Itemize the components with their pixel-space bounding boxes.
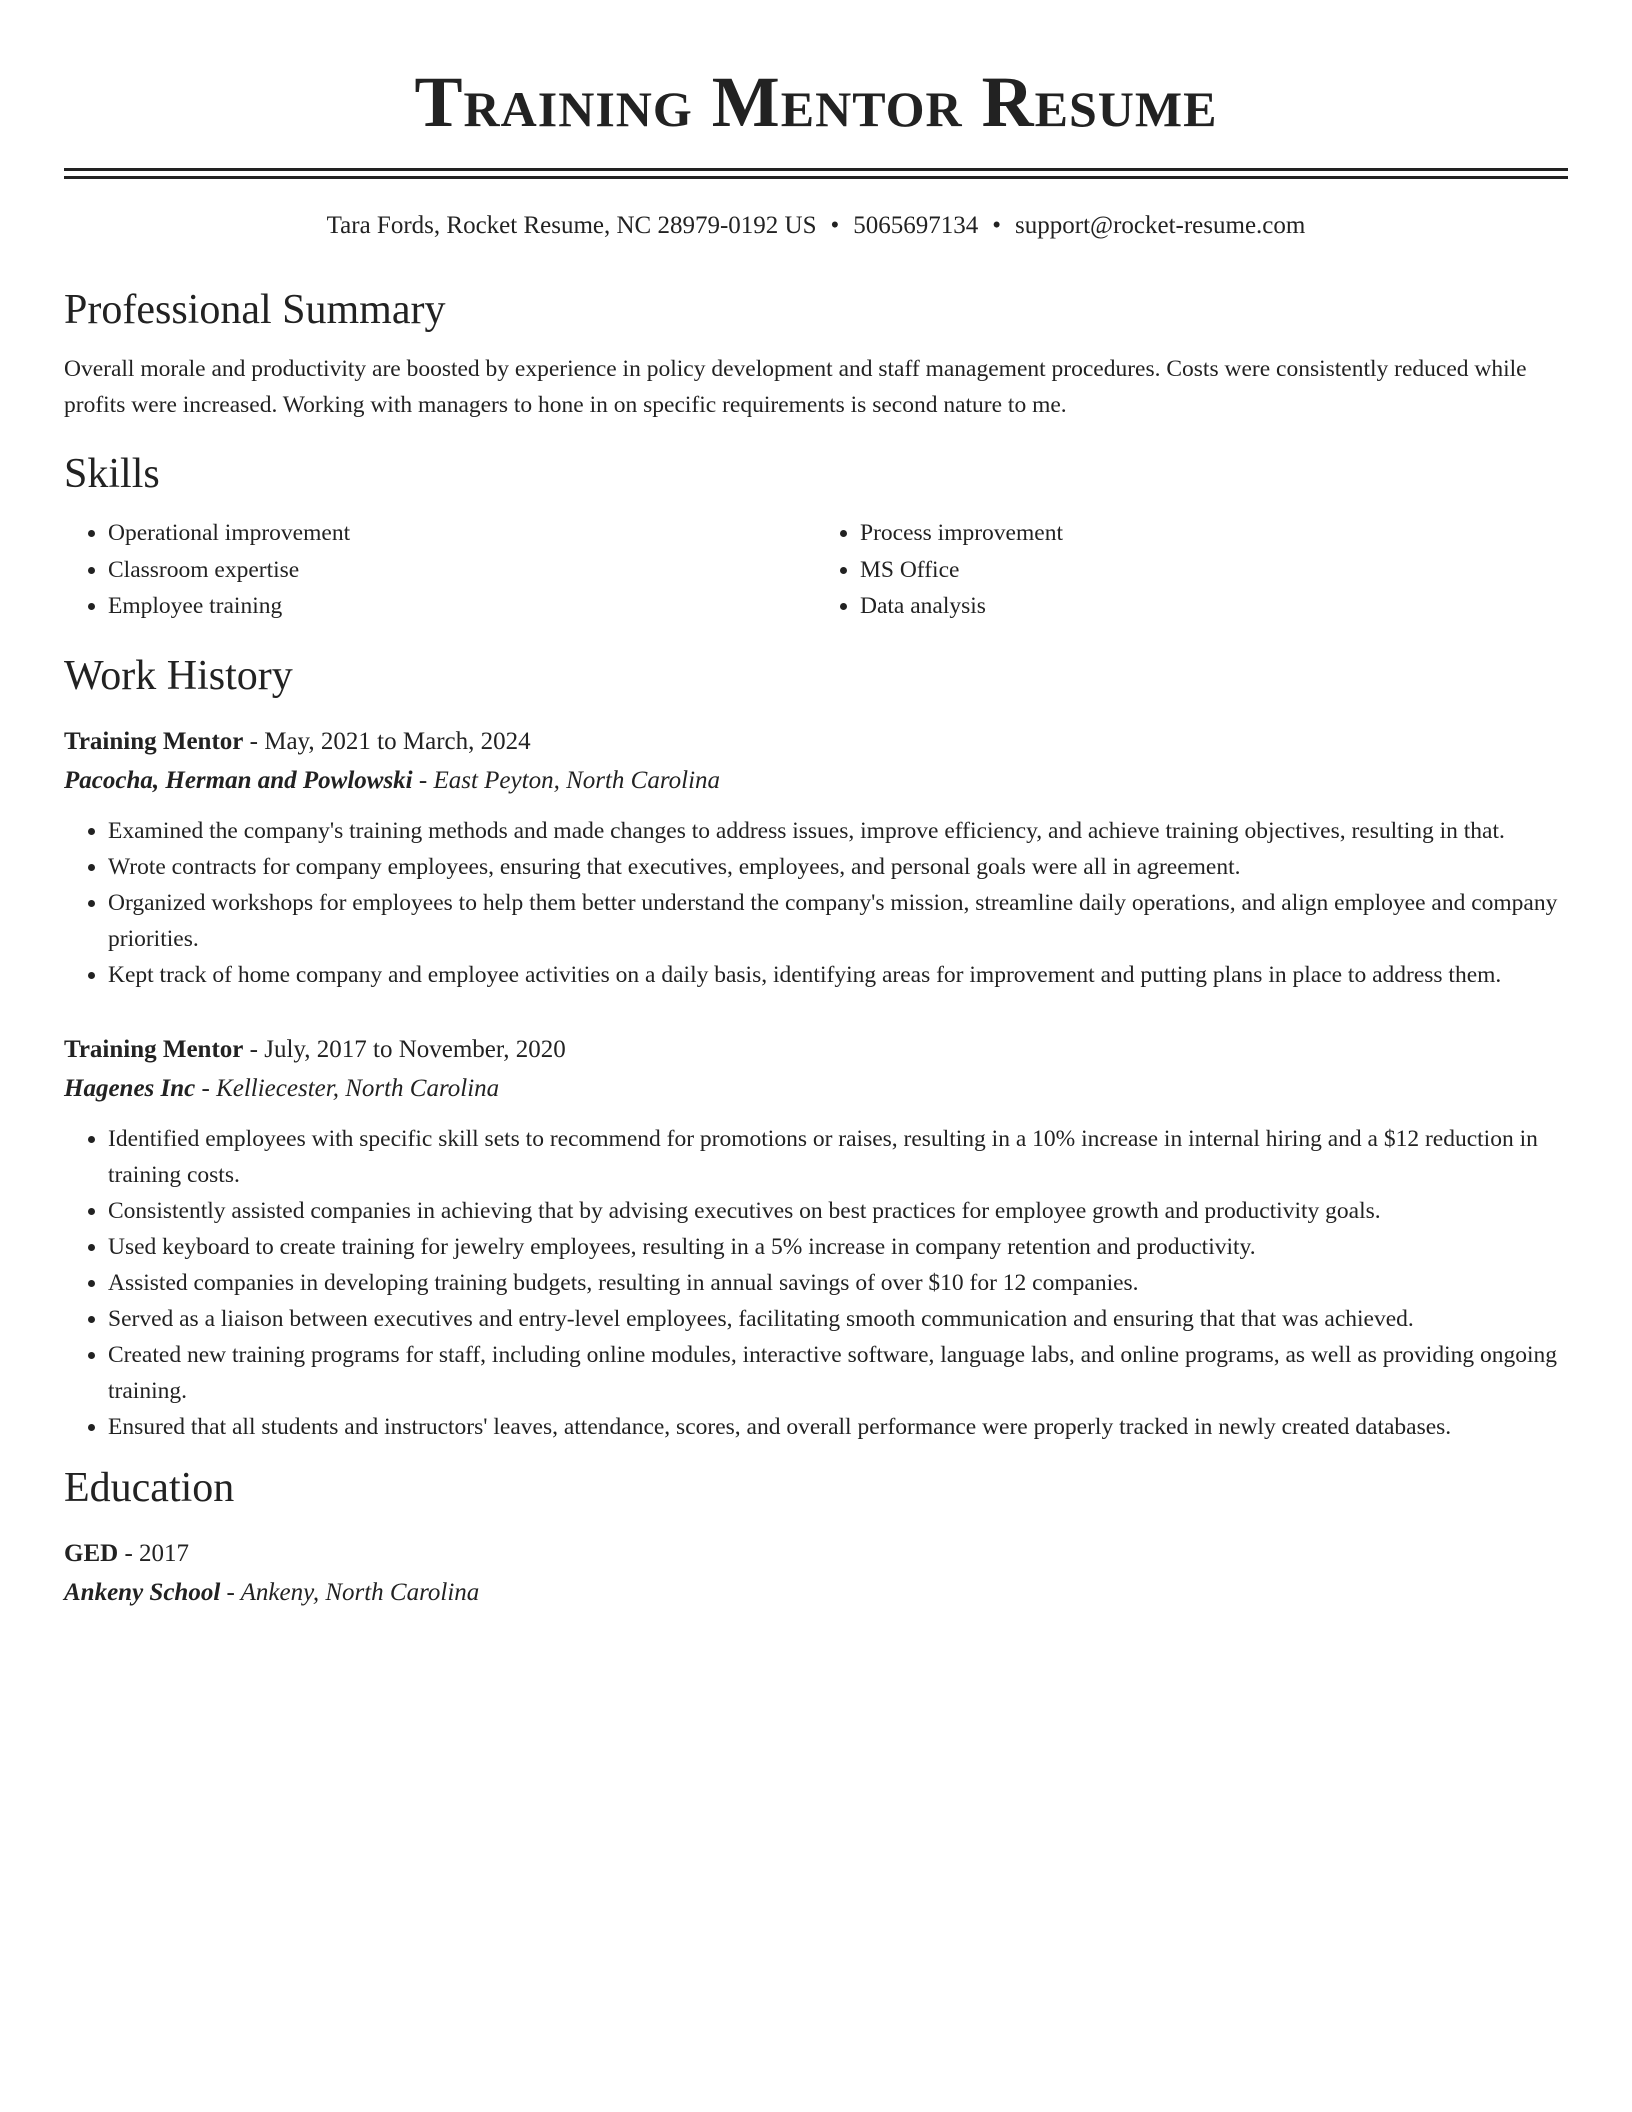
- job-company-line: [64, 761, 1568, 801]
- job-bullet: • Consistently assisted companies in achieving that by advising executives on best practices for employee growth and productivity goals.: [108, 1193, 1568, 1229]
- job-company: Pacocha, Herman and Powlowski: [64, 766, 413, 794]
- skill-item: • Operational improvement: [108, 515, 816, 552]
- education-location: - Ankeny, North Carolina: [220, 1578, 480, 1606]
- job-bullet: • Organized workshops for employees to help them better understand the company's mission, streamline daily operations, and align employee and company priorities.: [108, 885, 1568, 957]
- title-divider: [64, 168, 1568, 179]
- contact-phone: 5065697134: [853, 212, 979, 239]
- skill-item: • Data analysis: [860, 588, 1568, 625]
- job-bullet: • Examined the company's training methods and made changes to address issues, improve efficiency, and achieve training objectives, resulting in that.: [108, 813, 1568, 849]
- job-bullet: • Created new training programs for staff, including online modules, interactive software, language labs, and online programs, as well as providing ongoing training.: [108, 1337, 1568, 1409]
- job-company-line: [64, 1069, 1568, 1109]
- contact-separator: •: [830, 212, 840, 239]
- education-year: - 2017: [118, 1539, 190, 1567]
- job-bullets: [64, 1121, 1568, 1445]
- job-entry: [64, 723, 1568, 993]
- job-company: Hagenes Inc: [64, 1074, 196, 1102]
- job-entry: [64, 1031, 1568, 1445]
- education-school-line: [64, 1573, 1568, 1613]
- skills-list: [64, 515, 1568, 625]
- job-location: - East Peyton, North Carolina: [412, 766, 721, 794]
- job-title: Training Mentor: [64, 727, 244, 755]
- contact-address: Tara Fords, Rocket Resume, NC 28979-0192 US: [326, 212, 817, 239]
- skills-column-left: [64, 515, 816, 625]
- contact-email: support@rocket-resume.com: [1015, 212, 1306, 239]
- contact-line: [64, 209, 1568, 243]
- education-entry: [64, 1535, 1568, 1613]
- job-dates: - July, 2017 to November, 2020: [243, 1035, 566, 1063]
- job-title-line: [64, 723, 1568, 761]
- education-school: Ankeny School: [64, 1578, 221, 1606]
- education-degree: GED: [64, 1539, 119, 1567]
- job-bullet: • Ensured that all students and instructors' leaves, attendance, scores, and overall performance were properly tracked in newly created databases.: [108, 1409, 1568, 1445]
- job-bullets: [64, 813, 1568, 993]
- skill-item: • Classroom expertise: [108, 552, 816, 589]
- skill-item: • MS Office: [860, 552, 1568, 589]
- job-title-line: [64, 1031, 1568, 1069]
- education-degree-line: [64, 1535, 1568, 1573]
- job-bullet: • Wrote contracts for company employees, ensuring that executives, employees, and personal goals were all in agreement.: [108, 849, 1568, 885]
- skill-item: • Process improvement: [860, 515, 1568, 552]
- skill-item: • Employee training: [108, 588, 816, 625]
- skills-heading: Skills: [64, 451, 160, 497]
- job-bullet: • Identified employees with specific skill sets to recommend for promotions or raises, resulting in a 10% increase in internal hiring and a $12 reduction in training costs.: [108, 1121, 1568, 1193]
- resume-title: Training Mentor Resume: [414, 62, 1218, 142]
- skills-column-right: [816, 515, 1568, 625]
- job-bullet: • Kept track of home company and employee activities on a daily basis, identifying areas for improvement and putting plans in place to address them.: [108, 957, 1568, 993]
- contact-separator: •: [992, 212, 1002, 239]
- education-heading: Education: [64, 1464, 235, 1511]
- job-bullet: • Served as a liaison between executives and entry-level employees, facilitating smooth communication and ensuring that that was achieved.: [108, 1301, 1568, 1337]
- job-bullet: • Assisted companies in developing training budgets, resulting in annual savings of over $10 for 12 companies.: [108, 1265, 1568, 1301]
- job-title: Training Mentor: [64, 1035, 244, 1063]
- job-bullet: • Used keyboard to create training for jewelry employees, resulting in a 5% increase in company retention and productivity.: [108, 1229, 1568, 1265]
- job-location: - Kelliecester, North Carolina: [195, 1074, 500, 1102]
- job-dates: - May, 2021 to March, 2024: [243, 727, 531, 755]
- summary-heading: Professional Summary: [64, 287, 446, 333]
- summary-text: Overall morale and productivity are boosted by experience in policy development and staff management procedures. Costs were consistently reduced while profits were increased. Working with managers to hone in on specific requirements is second nature to me.: [64, 356, 1527, 418]
- work-history-heading: Work History: [64, 652, 293, 699]
